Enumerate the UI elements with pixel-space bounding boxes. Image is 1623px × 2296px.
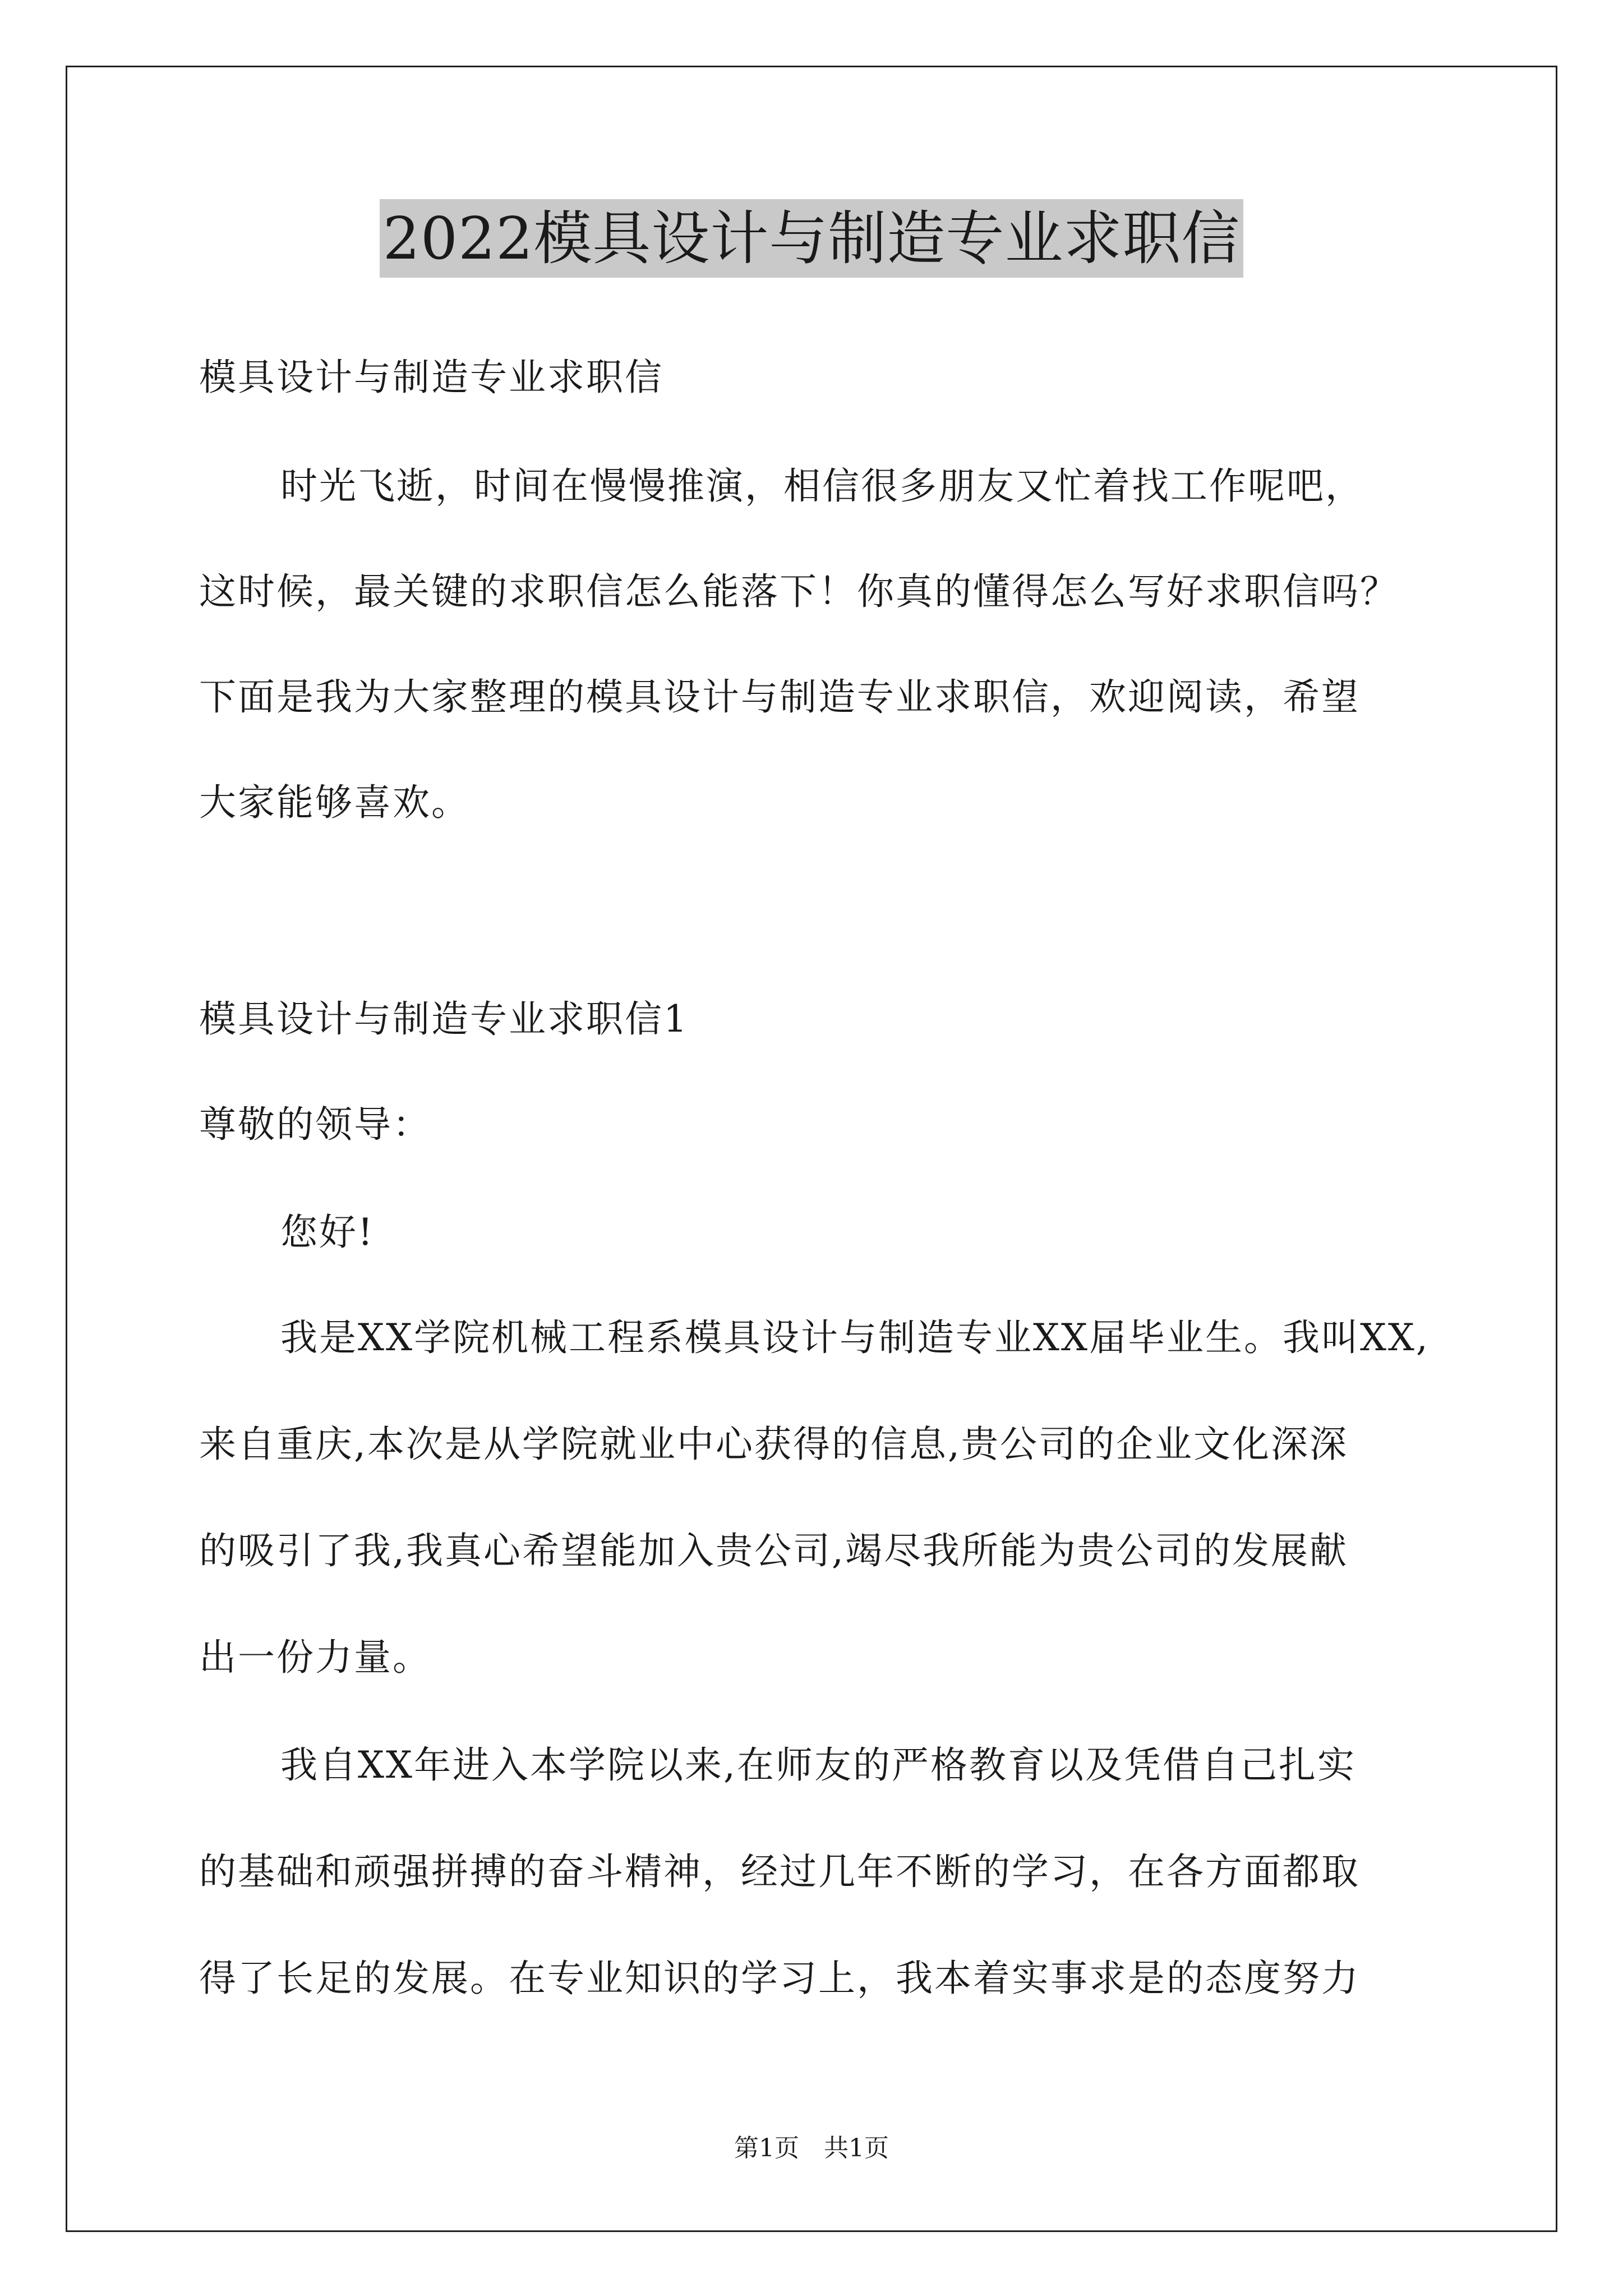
section-heading: 模具设计与制造专业求职信1 bbox=[199, 997, 689, 1041]
paragraph-line: 我自XX年进入本学院以来,在师友的严格教育以及凭借自己扎实 bbox=[280, 1743, 1356, 1787]
paragraph-line: 大家能够喜欢。 bbox=[199, 781, 470, 824]
salutation: 尊敬的领导： bbox=[199, 1103, 431, 1146]
greeting: 您好! bbox=[280, 1211, 375, 1254]
paragraph-line: 来自重庆,本次是从学院就业中心获得的信息,贵公司的企业文化深深 bbox=[199, 1423, 1348, 1466]
document-title: 2022模具设计与制造专业求职信 bbox=[380, 199, 1244, 278]
paragraph-line: 时光飞逝，时间在慢慢推演，相信很多朋友又忙着找工作呢吧， bbox=[280, 464, 1364, 508]
paragraph-line: 这时候，最关键的求职信怎么能落下！你真的懂得怎么写好求职信吗？ bbox=[199, 570, 1399, 613]
title-container bbox=[0, 199, 1623, 278]
paragraph-line: 得了长足的发展。在专业知识的学习上，我本着实事求是的态度努力 bbox=[199, 1957, 1360, 2000]
page-footer: 第1页 共1页 bbox=[734, 2134, 889, 2162]
paragraph-line: 的基础和顽强拼搏的奋斗精神，经过几年不断的学习，在各方面都取 bbox=[199, 1850, 1360, 1893]
paragraph-line: 出一份力量。 bbox=[199, 1636, 431, 1679]
paragraph-line: 下面是我为大家整理的模具设计与制造专业求职信，欢迎阅读，希望 bbox=[199, 675, 1360, 719]
paragraph-line: 的吸引了我,我真心希望能加入贵公司,竭尽我所能为贵公司的发展献 bbox=[199, 1529, 1348, 1572]
paragraph-line: 我是XX学院机械工程系模具设计与制造专业XX届毕业生。我叫XX, bbox=[280, 1316, 1430, 1359]
subtitle-line: 模具设计与制造专业求职信 bbox=[199, 356, 663, 399]
